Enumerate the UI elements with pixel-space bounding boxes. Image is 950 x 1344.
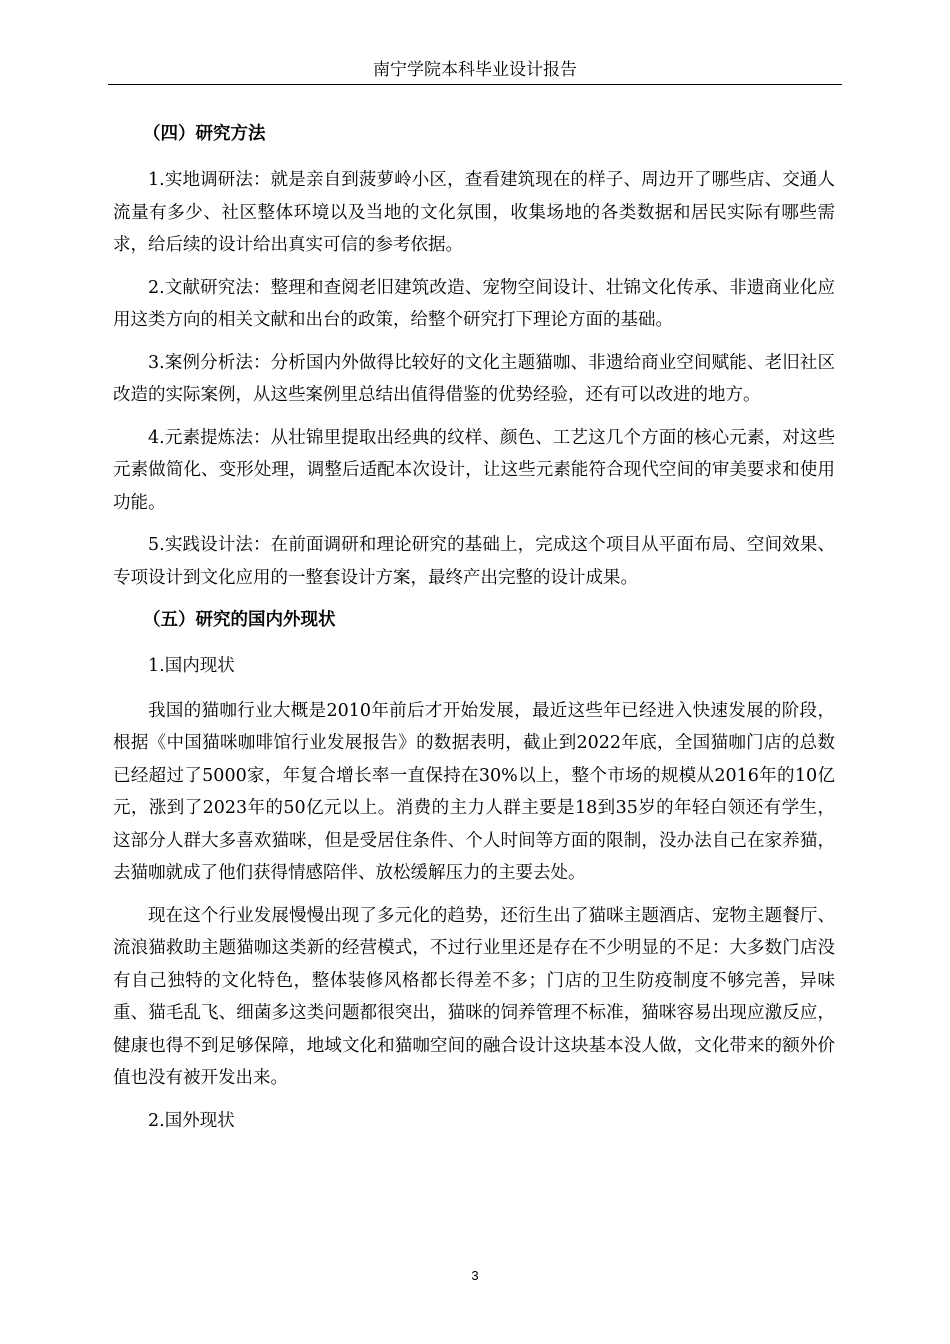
header-title: 南宁学院本科毕业设计报告 (373, 60, 577, 80)
subheading-foreign-status: 2.国外现状 (148, 1110, 235, 1131)
paragraph-domestic-1: 我国的猫咖行业大概是2010年前后才开始发展，最近这些年已经进入快速发展的阶段，根据《中国猫咪咖啡馆行业发展报告》的数据表明，截止到2022年底，全国猫咖门店的总数已经超过了5000家，年复合增长率一直保持在30%以上，整个市场的规模从2016年的10亿元，涨到了2023年的50亿元以上。消费的主力人群主要是18到35岁的年轻白领还有学生，这部分人群大多喜欢猫咪，但是受居住条件、个人时间等方面的限制，没办法自己在家养猫，去猫咖就成了他们获得情感陪伴、放松缓解压力的主要去处。 (113, 700, 835, 883)
page-header (108, 56, 842, 85)
paragraph-method-2: 2.文献研究法：整理和查阅老旧建筑改造、宠物空间设计、壮锦文化传承、非遗商业化应用这类方向的相关文献和出台的政策，给整个研究打下理论方面的基础。 (113, 277, 835, 330)
paragraph-method-4: 4.元素提炼法：从壮锦里提取出经典的纹样、颜色、工艺这几个方面的核心元素，对这些元素做简化、变形处理，调整后适配本次设计，让这些元素能符合现代空间的审美要求和使用功能。 (113, 427, 835, 513)
paragraph-method-5: 5.实践设计法：在前面调研和理论研究的基础上，完成这个项目从平面布局、空间效果、专项设计到文化应用的一整套设计方案，最终产出完整的设计成果。 (113, 535, 835, 588)
section-heading-research-methods: （四）研究方法 (143, 124, 266, 144)
paragraph-method-1: 1.实地调研法：就是亲自到菠萝岭小区，查看建筑现在的样子、周边开了哪些店、交通人流量有多少、社区整体环境以及当地的文化氛围，收集场地的各类数据和居民实际有哪些需求，给后续的设计给出真实可信的参考依据。 (113, 170, 835, 255)
section-heading-research-status: （五）研究的国内外现状 (143, 610, 336, 630)
page-number: 3 (471, 1268, 479, 1283)
paragraph-domestic-2: 现在这个行业发展慢慢出现了多元化的趋势，还衍生出了猫咪主题酒店、宠物主题餐厅、流浪猫救助主题猫咖这类新的经营模式，不过行业里还是存在不少明显的不足：大多数门店没有自己独特的文化特色，整体装修风格都长得差不多；门店的卫生防疫制度不够完善，异味重、猫毛乱飞、细菌多这类问题都很突出，猫咪的饲养管理不标准，猫咪容易出现应激反应，健康也得不到足够保障，地域文化和猫咖空间的融合设计这块基本没人做，文化带来的额外价值也没有被开发出来。 (113, 905, 835, 1088)
paragraph-method-3: 3.案例分析法：分析国内外做得比较好的文化主题猫咖、非遗给商业空间赋能、老旧社区改造的实际案例，从这些案例里总结出值得借鉴的优势经验，还有可以改进的地方。 (113, 352, 835, 405)
document-body (113, 118, 835, 1149)
subheading-domestic-status: 1.国内现状 (148, 656, 235, 676)
